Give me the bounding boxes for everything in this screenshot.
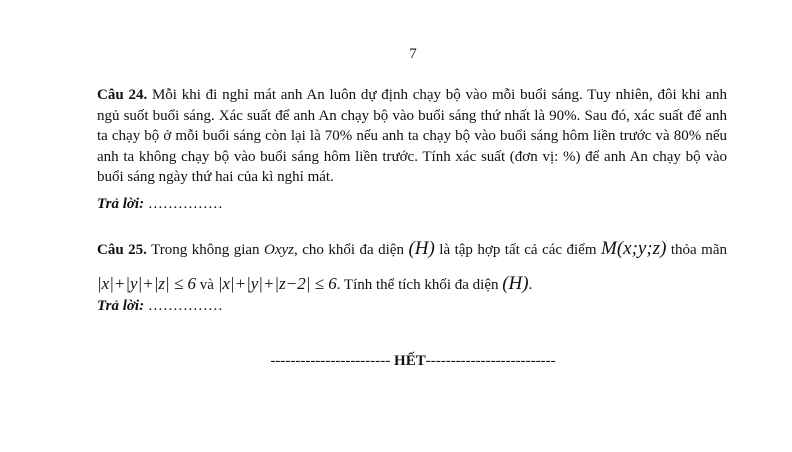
question-24 <box>97 85 727 188</box>
answer-25-blank: …………… <box>144 298 223 314</box>
question-25-text-5: và <box>196 277 218 293</box>
end-dashes-left: ------------------------ <box>270 353 395 369</box>
question-24-text: Mỗi khi đi nghỉ mát anh An luôn dự định chạy bộ vào mỗi buổi sáng. Tuy nhiên, đôi khi anh ngủ suốt buổi sáng. Xác suất để anh An chạy bộ vào buổi sáng thứ nhất là 90%. Sau đó, xác suất để anh ta chạy bộ ở mỗi buổi sáng còn lại là 70% nếu anh ta chạy bộ vào buổi sáng hôm liền trước và 80% nếu anh ta không chạy bộ vào buổi sáng hôm liền trước. Tính xác suất (đơn vị: %) để anh An chạy bộ vào buổi sáng ngày thứ hai của kì nghỉ mát. <box>97 87 728 185</box>
answer-24-label: Trả lời: <box>97 196 145 212</box>
question-24-label: Câu 24. <box>97 87 148 103</box>
point-expression: M(x;y;z) <box>601 238 667 259</box>
answer-25-label: Trả lời: <box>97 298 145 314</box>
page-number: 7 <box>409 46 417 62</box>
solid-symbol: (H) <box>408 238 435 259</box>
end-marker <box>0 353 792 370</box>
question-25-label: Câu 25. <box>97 242 147 258</box>
question-25-text-7: . <box>528 277 533 293</box>
space-name: Oxyz <box>264 242 294 258</box>
answer-25 <box>97 298 223 315</box>
inequality-2: |x|+|y|+|z−2| ≤ 6 <box>217 274 337 293</box>
end-word: HẾT <box>394 353 426 369</box>
question-25 <box>97 232 727 302</box>
question-25-text-6: . Tính thể tích khối đa diện <box>336 277 503 293</box>
question-25-text-3: là tập hợp tất cả các điểm <box>434 242 601 258</box>
question-25-text-2: , cho khối đa diện <box>294 242 409 258</box>
question-25-text-1: Trong không gian <box>146 242 264 258</box>
answer-24-blank: …………… <box>144 196 223 212</box>
end-dashes-right: -------------------------- <box>425 353 556 369</box>
solid-symbol-2: (H) <box>502 273 529 294</box>
question-25-text-4: thỏa mãn <box>666 242 728 258</box>
answer-24 <box>97 196 223 213</box>
inequality-1: |x|+|y|+|z| ≤ 6 <box>97 274 197 293</box>
